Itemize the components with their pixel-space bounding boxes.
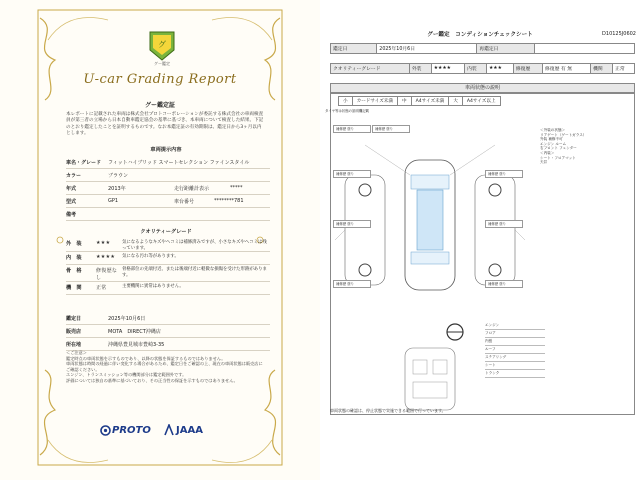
grade-table: [66, 238, 270, 295]
date-value: 2025年10月6日: [377, 44, 477, 54]
interior-label: 内装: [465, 64, 487, 74]
list-item: エンジン ルーム: [540, 141, 567, 146]
date-label: 鑑定日: [331, 44, 377, 54]
vehicle-row-value: GP1: [108, 198, 119, 204]
sheet-title: グー鑑定 コンディションチェックシート: [427, 32, 533, 38]
rear-seat-icon: [413, 382, 447, 398]
damage-callout: 補修歴 塗り: [333, 170, 371, 178]
vehicle-row-value: ブラウン: [108, 172, 129, 179]
list-item: 右フロント フェンダー: [540, 146, 577, 151]
note-item: 鑑定時点の車両状態を示すものであり、以降の状態を保証するものではありません。: [66, 355, 226, 361]
grade-description: 気になる汚れ等があります。: [122, 254, 179, 260]
grade-stars: 正常: [96, 285, 107, 292]
vehicle-info-table: [66, 156, 270, 221]
grade-label: 骨 格: [66, 268, 82, 275]
size-desc: A4サイズ以上: [462, 97, 500, 106]
engine-label: 機関: [591, 64, 613, 74]
quality-table: [330, 63, 635, 74]
list-title: ＜外装の状態＞: [540, 128, 566, 132]
vehicle-row-value: フィットハイブリッド スマートセレクション ファインスタイル: [108, 159, 250, 166]
wheel-icon: [489, 184, 501, 196]
logo-caption: グー鑑定: [154, 61, 170, 66]
proto-brand-text: PROTO: [112, 425, 151, 436]
damage-callout: 補修歴 塗り: [333, 280, 371, 288]
vehicle-row-label: 型式: [66, 198, 77, 205]
vehicle-row: [66, 169, 270, 182]
seat-icon: [433, 360, 447, 374]
list-item: 内張: [485, 338, 545, 346]
state-section-title: 車両状態の説明: [330, 83, 635, 93]
list-item: ＜内装＞: [540, 150, 555, 155]
engine-value: 正常: [613, 64, 635, 74]
vehicle-row-label: 車名・グレード: [66, 159, 102, 166]
certificate-title: U-car Grading Report: [83, 72, 237, 87]
list-item: フロア: [485, 330, 545, 338]
grade-stars: 修復歴なし: [96, 268, 118, 282]
exterior-label: 外装: [409, 64, 431, 74]
car-roof-glass: [417, 190, 443, 250]
vehicle-row-extra-label: 車台番号: [174, 198, 195, 205]
vehicle-row: [66, 195, 270, 208]
dealer-row-value: MOTA DIRECT沖縄店: [108, 328, 161, 335]
quality-label: クオリティーグレード: [331, 64, 410, 74]
vehicle-row: [66, 182, 270, 195]
grade-section-title: クオリティーグレード: [140, 229, 192, 235]
wheel-icon: [359, 184, 371, 196]
certificate-body-text: 本レポートに記載された車両は株式会社プロトコーポレーションが委託する株式会社の車両検査員が第三者の立場から日本自動車鑑定協会の基準に基づき、本車両について検査した結果、下記のとおり鑑定したことを証明するものです。なお本鑑定証の有効期限は、鑑定日から3ヶ月以内とします。: [66, 112, 264, 137]
dealer-row-label: 販売店: [66, 328, 82, 335]
reinspection-value: [535, 44, 635, 54]
size-desc: A4サイズ未満: [411, 97, 449, 106]
frame-label: 修復歴: [513, 64, 542, 74]
vehicle-row-label: カラー: [66, 172, 82, 179]
grade-label: 外 装: [66, 241, 82, 247]
size-desc: カードサイズ未満: [352, 97, 397, 106]
grade-stars: ★★★: [96, 240, 111, 246]
size-label: 中: [398, 97, 412, 106]
note-item: エンジン、トランスミッション等の機関部分は鑑定範囲外です。: [66, 372, 187, 378]
right-side-view: [475, 175, 515, 285]
damage-callout: 補修歴 塗り: [485, 170, 523, 178]
seat-icon: [413, 360, 427, 374]
damage-callout: 補修歴 塗り: [485, 280, 523, 288]
condition-notes-list: [540, 128, 640, 165]
interior-view: [405, 348, 455, 410]
list-item: 天井: [540, 160, 548, 165]
grade-label: 内 装: [66, 255, 82, 262]
date-table: [330, 43, 635, 54]
interior-damage-list: [485, 322, 545, 378]
list-item: リアゲート（ゲートガラス）: [540, 132, 587, 137]
damage-callout: 補修歴 塗り: [485, 220, 523, 228]
grade-description: 主要機関に異常はありません。: [122, 284, 184, 290]
rear-window: [411, 252, 449, 264]
notes-title: ＜ご注意＞: [66, 350, 87, 355]
dealer-row: [66, 312, 270, 325]
vehicle-row: [66, 156, 270, 169]
vehicle-row-label: 備考: [66, 211, 77, 218]
damage-size-legend: [338, 96, 501, 106]
dealer-row-value: 2025年10月6日: [108, 315, 146, 322]
list-item: エンジン: [485, 322, 545, 330]
legend-text: タイヤ等は状態の説明欄記載: [325, 109, 370, 113]
certificate-subtitle: グー鑑定証: [144, 102, 175, 109]
note-item: 評価については独自の基準に基づいており、その正当性の保証を示すものではありません。: [66, 377, 238, 383]
proto-logo-icon: [100, 425, 111, 436]
wheel-icon: [489, 264, 501, 276]
frame-value: 修復歴 有 無: [542, 64, 590, 74]
jaaa-brand-text: JAAA: [176, 425, 203, 436]
damage-callout: 補修歴 塗り: [333, 125, 371, 133]
grade-row: [66, 252, 270, 265]
grade-description: 気になるようなキズやヘコミは補修済みですが、小さなキズやヘコミは残っています。: [122, 240, 267, 251]
wheel-icon: [359, 264, 371, 276]
dealer-table: [66, 312, 270, 351]
grade-stars: ★★★★: [96, 254, 116, 261]
goo-kantei-logo-icon: [148, 30, 176, 62]
left-side-view: [345, 175, 385, 285]
sheet-footer-note: 車両状態の確認は、停止状態で実施できる範囲で行っています。: [330, 408, 446, 413]
size-label: 大: [449, 97, 463, 106]
grade-row: [66, 282, 270, 295]
note-item: 車両状態は時間の経過に伴い変化する場合があるため、鑑定日をご確認の上、現在の車両状態は販売店にご確認ください。: [66, 361, 263, 372]
jaaa-logo-icon: [164, 424, 174, 436]
certificate-notes: [66, 350, 266, 384]
vehicle-row-extra-value: *****: [230, 185, 243, 191]
dealer-row-value: 沖縄県豊見城市豊崎3-35: [108, 341, 165, 348]
vehicle-row-extra-label: 走行距離計表示: [174, 185, 210, 192]
grade-row: [66, 238, 270, 252]
grade-row: [66, 265, 270, 282]
damage-callout: 補修歴 塗り: [333, 220, 371, 228]
damage-callout: 補修歴 塗り: [372, 125, 410, 133]
vehicle-row-extra-value: ********781: [214, 198, 244, 204]
vehicle-row: [66, 208, 270, 221]
vehicle-row-value: 2013年: [108, 185, 126, 192]
list-item: シート: [485, 362, 545, 370]
exterior-stars: ★★★★: [431, 64, 464, 74]
sheet-document-id: D10125J0602: [602, 31, 636, 37]
vehicle-section-title: 車両提示内容: [150, 147, 182, 153]
grade-description: 骨格部位の先端付近、または後端付近に軽微な損傷を受けた形跡があります。: [122, 267, 267, 278]
list-item: 外装 補修不可: [540, 137, 563, 142]
dealer-row-label: 所在地: [66, 341, 82, 348]
dealer-row: [66, 325, 270, 338]
svg-text:グ: グ: [158, 40, 166, 49]
dealer-row-label: 鑑定日: [66, 315, 82, 322]
list-item: ステアリング: [485, 354, 545, 362]
size-label: 小: [339, 97, 353, 106]
reinspection-label: 再鑑定日: [477, 44, 535, 54]
grade-label: 機 関: [66, 285, 82, 292]
interior-stars: ★★★: [486, 64, 513, 74]
list-item: シート・フロアマット: [540, 155, 576, 160]
list-item: ルーフ: [485, 346, 545, 354]
list-item: トランク: [485, 370, 545, 378]
vehicle-row-label: 年式: [66, 185, 77, 192]
windshield: [411, 175, 449, 189]
